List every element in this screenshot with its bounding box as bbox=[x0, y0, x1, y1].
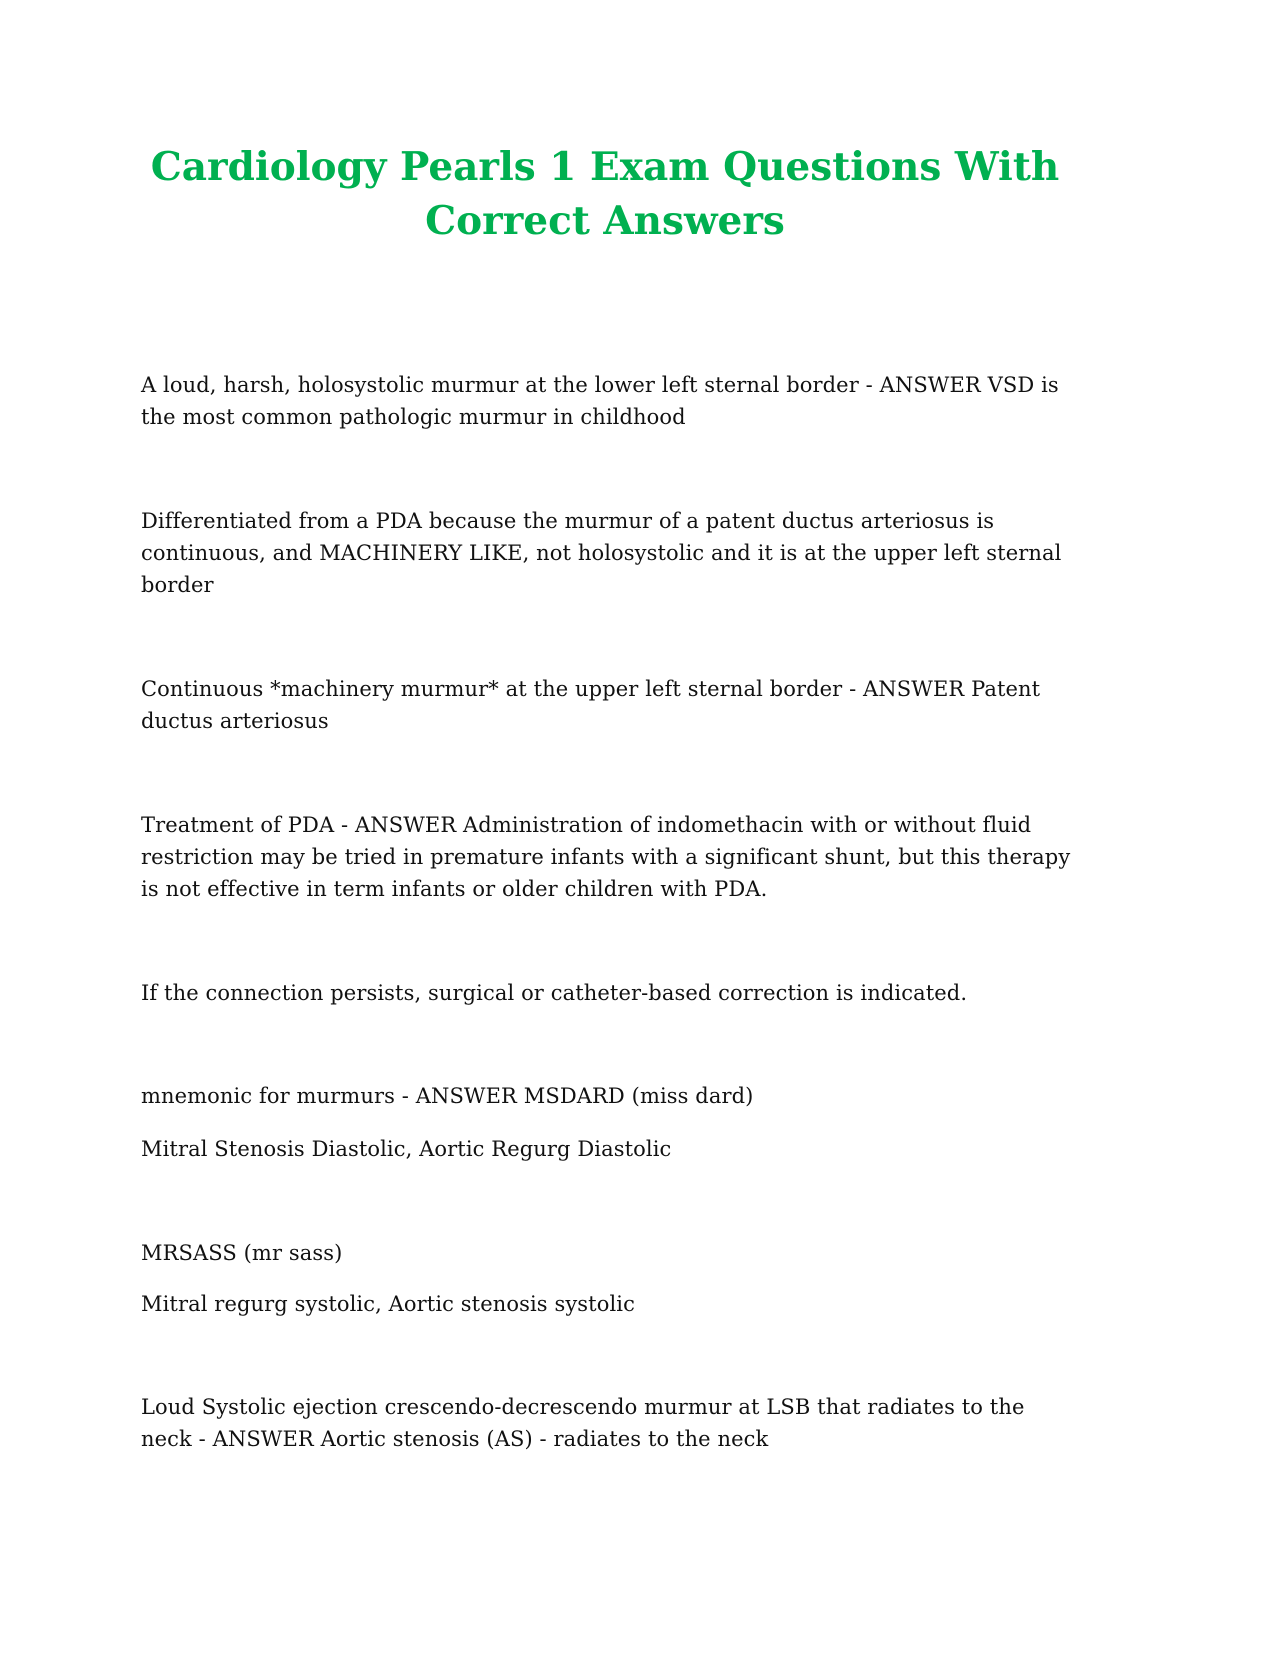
paragraph-correction: If the connection persists, surgical or catheter-based correction is indicated. bbox=[141, 981, 968, 1005]
paragraph-systolic: Mitral regurg systolic, Aortic stenosis systolic bbox=[141, 1292, 635, 1316]
paragraph-machinery-murmur: Continuous *machinery murmur* at the upper left sternal border - ANSWER Patent ductus arteriosus bbox=[141, 677, 1041, 733]
paragraph-mrsass: MRSASS (mr sass) bbox=[141, 1241, 343, 1265]
paragraph-vsd: A loud, harsh, holosystolic murmur at the lower left sternal border - ANSWER VSD is the most common pathologic murmur in childhood bbox=[141, 373, 1059, 429]
paragraph-pda-treatment: Treatment of PDA - ANSWER Administration of indomethacin with or without fluid restriction may be tried in premature infants with a significant shunt, but this therapy is not effective in term infants or older children with PDA. bbox=[141, 813, 1071, 901]
paragraph-mnemonic: mnemonic for murmurs - ANSWER MSDARD (miss dard) bbox=[141, 1084, 754, 1108]
paragraph-aortic-stenosis: Loud Systolic ejection crescendo-decrescendo murmur at LSB that radiates to the neck - ANSWER Aortic stenosis (AS) - radiates to the neck bbox=[141, 1395, 1025, 1451]
paragraph-diastolic: Mitral Stenosis Diastolic, Aortic Regurg Diastolic bbox=[141, 1137, 672, 1161]
document-title: Cardiology Pearls 1 Exam Questions With Correct Answers bbox=[150, 144, 1060, 244]
paragraph-pda-differentiation: Differentiated from a PDA because the murmur of a patent ductus arteriosus is continuous, and MACHINERY LIKE, not holosystolic and it is at the upper left sternal border bbox=[141, 509, 1062, 597]
